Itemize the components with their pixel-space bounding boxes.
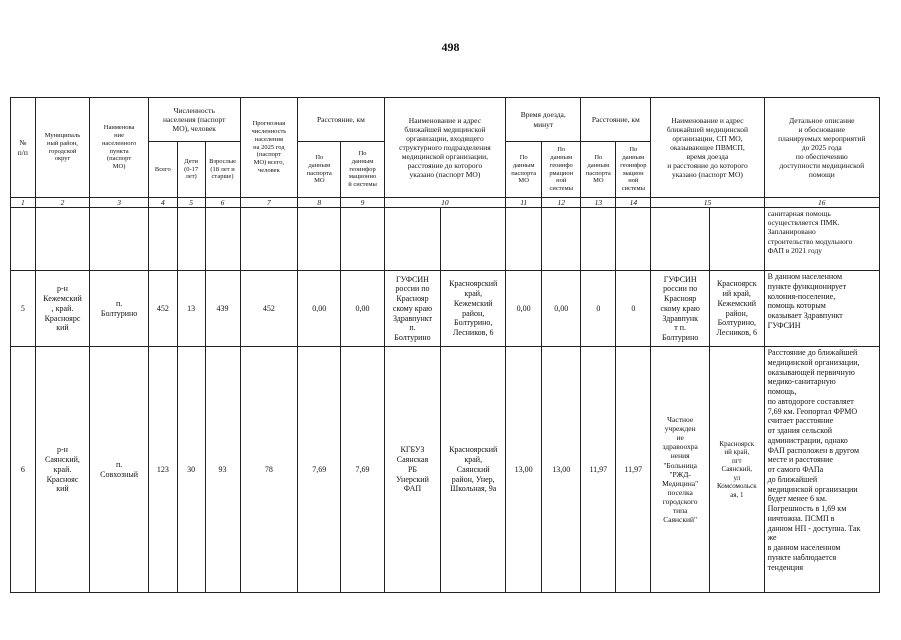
row-pop-total: 123 xyxy=(148,347,177,593)
table-cell xyxy=(205,208,240,271)
table-cell xyxy=(11,208,36,271)
row-smp-address: Красноярск ий край, пгт Саянский, ул Комсомольск ая, 1 xyxy=(710,347,765,593)
row-forecast: 452 xyxy=(240,271,298,347)
column-number: 8 xyxy=(298,198,341,208)
row-settlement: п. Совхозный xyxy=(90,347,149,593)
row-pop-adults: 93 xyxy=(205,347,240,593)
column-number: 9 xyxy=(341,198,384,208)
table-cell xyxy=(441,208,506,271)
header-distance: Расстояние, км xyxy=(298,98,384,142)
row-smp-name: ГУФСИН россии по Краснояр скому краю Здравпунк т п. Болтурино xyxy=(651,271,710,347)
row-dist2-geo: 11,97 xyxy=(616,347,651,593)
header-description: Детальное описание и обоснование планируемых мероприятий до 2025 года по обеспечению доступности медицинской помощи xyxy=(764,98,879,198)
column-number: 3 xyxy=(90,198,149,208)
row-district: р-н Саянский, край. Краснояс кий xyxy=(35,347,90,593)
header-travel-geo: По данным геоинфо рмацион ной системы xyxy=(542,142,581,198)
row-pop-children: 13 xyxy=(177,271,205,347)
table-cell xyxy=(651,208,710,271)
column-number: 4 xyxy=(148,198,177,208)
column-number: 15 xyxy=(651,198,764,208)
header-district: Муниципаль ный район, городской округ xyxy=(35,98,90,198)
row-pop-children: 30 xyxy=(177,347,205,593)
column-number: 12 xyxy=(542,198,581,208)
row-description: В данном населенном пункте функционирует колония-поселение, помощь которым оказывает Здравпункт ГУФСИН xyxy=(764,271,879,347)
row-dist-geo: 0,00 xyxy=(341,271,384,347)
column-number-row xyxy=(11,198,880,208)
column-number: 6 xyxy=(205,198,240,208)
column-number: 10 xyxy=(384,198,505,208)
column-number: 2 xyxy=(35,198,90,208)
row-forecast: 78 xyxy=(240,347,298,593)
column-number: 1 xyxy=(11,198,36,208)
header-dist2-geo: По данным геоинфор мацион ной системы xyxy=(616,142,651,198)
row-dist-geo: 7,69 xyxy=(341,347,384,593)
column-number: 14 xyxy=(616,198,651,208)
table-row xyxy=(11,347,880,593)
row-org-name: КГБУЗ Саянская РБ Унерский ФАП xyxy=(384,347,441,593)
row-smp-name: Частное учрежден ие здравоохра нения "Больница "РЖД- Медицина" поселка городского типа Саянский" xyxy=(651,347,710,593)
row-description: Расстояние до ближайшей медицинской организации, оказывающей первичную медико-санитарную помощь, по автодороге составляет 7,69 км. Геопортал ФРМО считает расстояние от здания сельской администрации, однако ФАП расположен в другом месте и расстояние от самого ФАПа до ближайшей медицинской организации будет менее 6 км. Погрешность в 1,69 км ничтожна. ПСМП в данном НП - доступна. Так же в данном населенном пункте наблюдается тенденция xyxy=(764,347,879,593)
row-dist-mo: 7,69 xyxy=(298,347,341,593)
page-number: 498 xyxy=(441,40,460,54)
header-population: Численность населения (паспорт МО), человек xyxy=(148,98,240,142)
row-org-address: Красноярский край, Кежемский район, Болтурино, Лесников, 6 xyxy=(441,271,506,347)
header-forecast: Прогнозная численность населения на 2025 год (паспорт МО) всего, человек xyxy=(240,98,298,198)
table-cell xyxy=(35,208,90,271)
header-dist2-mo: По данным паспорта МО xyxy=(581,142,616,198)
row-smp-address: Красноярск ий край, Кежемский район, Болтурино, Лесников, 6 xyxy=(710,271,765,347)
row-dist2-geo: 0 xyxy=(616,271,651,347)
row-district: р-н Кежемский , край. Красноярс кий xyxy=(35,271,90,347)
row-travel-geo: 13,00 xyxy=(542,347,581,593)
continuation-description: санитарная помощь осуществляется ПМК. Запланировано строительство модульного ФАП в 2021 году xyxy=(764,208,879,271)
header-pop-total: Всего xyxy=(148,142,177,198)
header-settlement: Наименова ние населенного пункта (паспорт МО) xyxy=(90,98,149,198)
row-travel-geo: 0,00 xyxy=(542,271,581,347)
table-cell xyxy=(542,208,581,271)
header-dist-mo: По данным паспорта МО xyxy=(298,142,341,198)
row-dist2-mo: 0 xyxy=(581,271,616,347)
header-pop-adults: Взрослые (18 лет и старше) xyxy=(205,142,240,198)
table-cell xyxy=(710,208,765,271)
header-travel-time: Время доезда, минут xyxy=(506,98,581,142)
header-dist-geo: По данным геоинфор мационно й системы xyxy=(341,142,384,198)
header-smp-org: Наименование и адрес ближайшей медицинской организации, СП МО, оказывающее ПВМСП, время доезда и расстояние до которого указано (паспорт МО) xyxy=(651,98,764,198)
table-cell xyxy=(581,208,616,271)
row-settlement: п. Болтурино xyxy=(90,271,149,347)
row-dist2-mo: 11,97 xyxy=(581,347,616,593)
table-cell xyxy=(384,208,441,271)
header-row xyxy=(11,98,880,142)
table-cell xyxy=(240,208,298,271)
table-cell xyxy=(341,208,384,271)
table-cell xyxy=(298,208,341,271)
column-number: 11 xyxy=(506,198,542,208)
column-number: 5 xyxy=(177,198,205,208)
row-org-name: ГУФСИН россии по Краснояр скому краю Здравпункт п. Болтурино xyxy=(384,271,441,347)
continuation-row xyxy=(11,208,880,271)
table-cell xyxy=(148,208,177,271)
header-nearest-org: Наименование и адрес ближайшей медицинской организации, входящего структурного подразделения медицинской организации, расстояние до которого указано (паспорт МО) xyxy=(384,98,505,198)
table-cell xyxy=(90,208,149,271)
row-dist-mo: 0,00 xyxy=(298,271,341,347)
header-travel-mo: По данным паспорта МО xyxy=(506,142,542,198)
table-cell xyxy=(177,208,205,271)
row-pop-adults: 439 xyxy=(205,271,240,347)
row-travel-mo: 13,00 xyxy=(506,347,542,593)
table-cell xyxy=(506,208,542,271)
table-cell xyxy=(616,208,651,271)
header-pop-children: Дети (0-17 лет) xyxy=(177,142,205,198)
row-num: 6 xyxy=(11,347,36,593)
row-org-address: Красноярский край, Саянский район, Унер, Школьная, 9а xyxy=(441,347,506,593)
header-num: № п/п xyxy=(11,98,36,198)
header-distance-2: Расстояние, км xyxy=(581,98,651,142)
row-pop-total: 452 xyxy=(148,271,177,347)
column-number: 13 xyxy=(581,198,616,208)
table-row xyxy=(11,271,880,347)
row-num: 5 xyxy=(11,271,36,347)
data-table xyxy=(10,97,880,593)
row-travel-mo: 0,00 xyxy=(506,271,542,347)
column-number: 16 xyxy=(764,198,879,208)
column-number: 7 xyxy=(240,198,298,208)
